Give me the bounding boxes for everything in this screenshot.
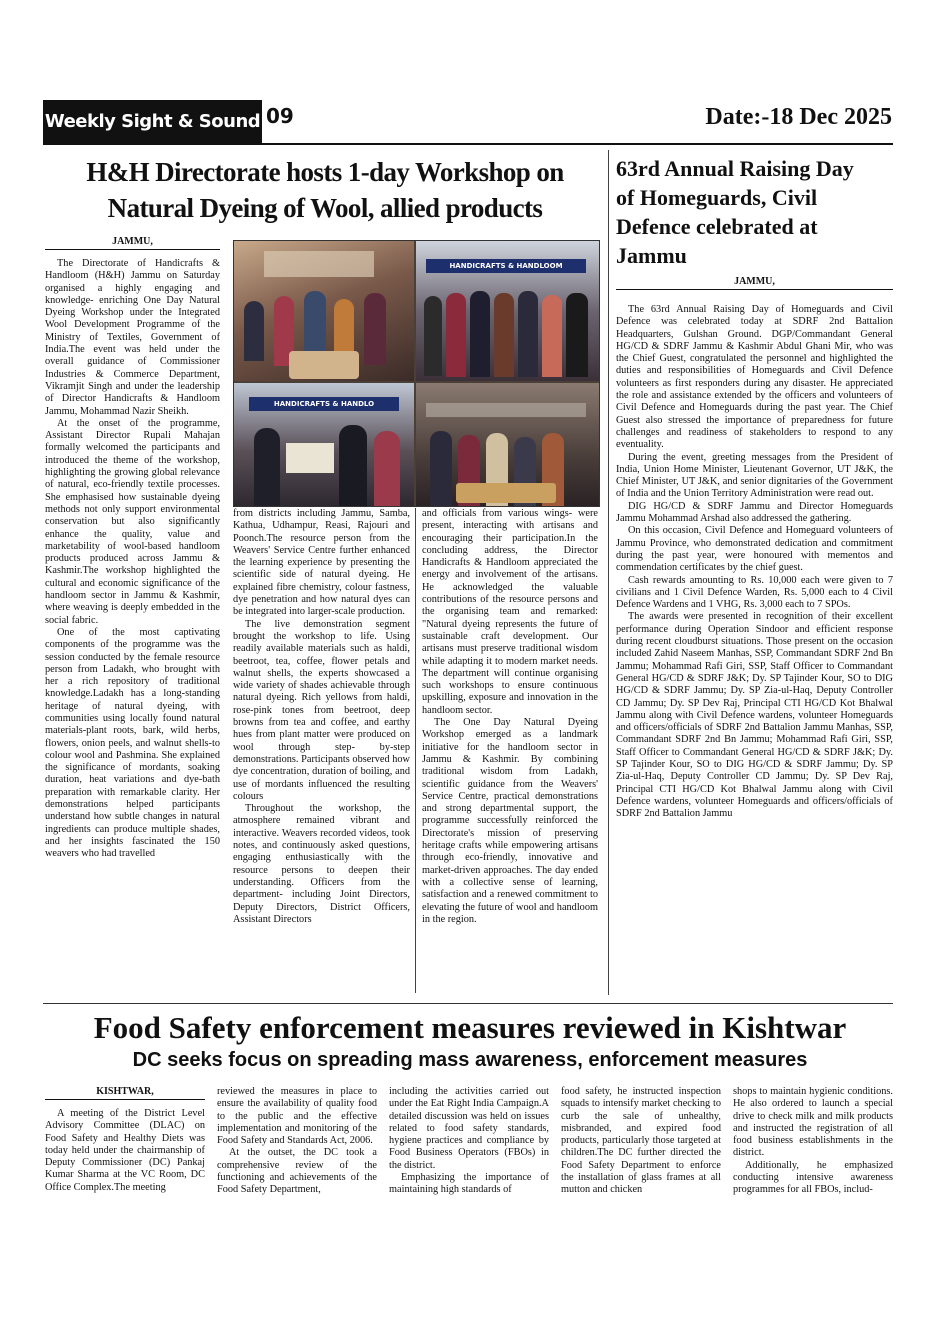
story1-dateline: JAMMU, — [45, 236, 220, 250]
story3-col2-para1: reviewed the measures in place to ensure the availability of quality food to the public and the effective implementation and monitoring of the Food Safety and Standards Act, 2006. — [217, 1086, 377, 1147]
photo-certificate — [234, 383, 414, 506]
story2-para6: The awards were presented in recognition of their excellent performance during Operation Sindoor and efficient response during recent cloudburst situations. Those present on the occasion included Zahid Naseem Manhas, SSP, Commandant SDRF 2nd Bn Jammu; Mohammad Rafi Giri, SSP, Staff Officer to Commandant General HG/CD & SDRF J&K; Dy. SP Tajinder Kour, SO to DIG HG/CD & SDRF Jammu; Dy. SP Zia-ul-Haq, Deputy Controller CD Jammu; Dy. SP Dev Raj, Principal CTI HG/CD Kot Bhalwal Jammu along with Civil Defence wardens, volunteer Homeguards and officers/officials of SDRF 2nd Battalion Jammu Manhas, SSP, Commandant SDRF 2nd Bn Jammu; Mohammad Rafi Giri, SSP, Staff Officer to Commandant General HG/CD & SDRF J&K; Dy. SP Tajinder Kour, SO to DIG HG/CD & SDRF Jammu; Dy. SP Zia-ul-Haq, Deputy Controller CD Jammu; Dy. SP Dev Raj, Principal CTI HG/CD Kot Bhalwal Jammu along with Civil Defence wardens, volunteer Homeguards and officers/officials of SDRF 2nd Battalion Jammu — [616, 611, 893, 820]
story1-col1-para3: One of the most captivating components of the programme was the session conducted by the female resource person from Ladakh, who brought with her a rich repository of traditional knowledge.Ladakh has a long-standing heritage of natural dyeing, with communities using locally found natural materials-plant roots, bark, wild herbs, flowers, onion peels, and walnut shells-to colour wool and Pashmina. She explained the significance of mordants, soaking duration, heat variations and dye-bath preparation with remarkable clarity. Her demonstrations helped participants understand how subtle changes in natural ingredients can produce multiple shades, and her insights fascinated the 150 weavers who had travelled — [45, 626, 220, 860]
photo-participants — [234, 241, 414, 381]
story2-para2: During the event, greeting messages from the President of India, Union Home Minister, Lieutenant Governor, UT J&K, the Chief Minister, UT J&K, and senior dignitaries of the Government of India and the Union Territory Administration were read out. — [616, 451, 893, 500]
photo-banner-bottom: HANDICRAFTS & HANDLO — [249, 397, 399, 411]
story3-column-5 — [733, 1086, 893, 1218]
story3-column-1 — [45, 1108, 205, 1218]
story1-headline-line1: H&H Directorate hosts 1-day Workshop on — [86, 157, 564, 187]
story3-col3-para1: including the activities carried out under the Eat Right India Campaign.A detailed discussion was held on issues related to food safety standards, hygiene practices and compliance by Food Business Operators (FBOs) in the district. — [389, 1086, 549, 1171]
photo-demonstration — [416, 383, 599, 506]
story2-column — [616, 304, 893, 994]
story3-col2-para2: At the outset, the DC took a comprehensive review of the functioning and achievements of the Food Safety Department, — [217, 1147, 377, 1196]
story2-headline-line4: Jammu — [616, 243, 687, 268]
story1-col1-para2: At the onset of the programme, Assistant Director Rupali Mahajan formally welcomed the participants and introduced the theme of the workshop, highlighting the growing global relevance of natural, eco-friendly textile processes. She emphasised how sustainable dyeing methods not only support environmental conservation but also significantly enhance the quality, value and marketability of wool-based handloom products produced across Jammu & Kashmir.The workshop highlighted the cultural and economic significance of the handloom sector in Jammu & Kashmir, where weaving is deeply embedded in the social fabric. — [45, 417, 220, 626]
story1-col2-para2: The live demonstration segment brought the workshop to life. Using readily available materials such as haldi, beetroot, tea, coffee, flower petals and walnut shells, the experts showcased a wide variety of shades achievable through natural dyeing. Rich yellows from haldi, rose-pink tones from beetroot, deep browns from tea and coffee, and earthy hues from plant matter were produced on wool through step- by-step demonstrations. Participants observed how dye concentration, duration of boiling, and use of mordants influenced the resulting colours — [233, 618, 410, 802]
story3-dateline-wrap — [45, 1086, 205, 1100]
story1-dateline-wrap — [45, 236, 220, 250]
story3-dateline: KISHTWAR, — [45, 1086, 205, 1100]
story3-column-4 — [561, 1086, 721, 1218]
story1-headline — [45, 154, 605, 226]
header-rule — [43, 143, 893, 145]
story2-para3: DIG HG/CD & SDRF Jammu and Director Homeguards Jammu Mohammad Arshad also addressed the gathering. — [616, 500, 893, 525]
story2-headline-line1: 63rd Annual Raising Day — [616, 156, 854, 181]
story1-column-2 — [233, 508, 410, 993]
workshop-photo-collage — [233, 240, 600, 507]
story3-col3-para2: Emphasizing the importance of maintaining high standards of — [389, 1172, 549, 1196]
story1-col3-para2: The One Day Natural Dyeing Workshop emerged as a landmark initiative for the handloom sector in Jammu & Kashmir. By combining traditional wisdom from Ladakh, scientific guidance from the Weavers' Service Centre, practical demonstrations and strong departmental support, the programme successfully reinforced the Directorate's mission of preserving heritage crafts while empowering artisans through eco-friendly, innovative and market-driven approaches. The day ended with a collective sense of learning, satisfaction and a renewed commitment to elevating the future of wool and handloom in the region. — [422, 717, 598, 925]
story3-column-2 — [217, 1086, 377, 1218]
story2-headline-line3: Defence celebrated at — [616, 214, 818, 239]
story2-headline — [616, 154, 896, 270]
photo-banner-top: HANDICRAFTS & HANDLOOM — [426, 259, 586, 273]
story2-headline-line2: of Homeguards, Civil — [616, 185, 818, 210]
section-rule — [43, 1003, 893, 1004]
story1-col2-para3: Throughout the workshop, the atmosphere remained vibrant and interactive. Weavers recorded videos, took notes, and continuously asked questions, engaging enthusiastically with the resource persons to deepen their understanding. Officers from the department- including Joint Directors, Deputy Directors, District Officers, Assistant Directors — [233, 803, 410, 925]
story3-col5-para2: Additionally, he emphasized conducting intensive awareness programmes for all FBOs, includ- — [733, 1159, 893, 1196]
story2-para5: Cash rewards amounting to Rs. 10,000 each were given to 7 civilians and 1 Civil Defence Warden, Rs. 5,000 each to 4 Civil Defence Wardens and 1 VHG, Rs. 3,000 each to 7 SPOs. — [616, 574, 893, 611]
column-divider — [415, 508, 416, 993]
story2-para1: The 63rd Annual Raising Day of Homeguards and Civil Defence was celebrated today at SDRF 2nd Battalion Headquarters, Gulshan Ground. DGP/Commandant General HG/CD & SDRF Jammu & Kashmir Abdul Ghani Mir, who was the Chief Guest, congratulated the personnel and highlighted the duties and responsibilities of Homeguards and Civil Defence volunteers as first responders during any disaster. He appreciated the role and assistance extended by the officers and volunteers of Civil Defence and Homeguards during the past year. The Chief Guest also stressed the importance of preparedness for future challenges and readiness of stakeholders to respond to any eventuality. — [616, 304, 893, 451]
story1-headline-line2: Natural Dyeing of Wool, allied products — [107, 193, 543, 223]
photo-officials-group — [416, 241, 599, 381]
story2-dateline: JAMMU, — [616, 276, 893, 290]
story3-col5-para1: shops to maintain hygienic conditions. He also ordered to launch a special drive to check milk and milk products and instructed the registration of all food business establishments in the district. — [733, 1086, 893, 1159]
story3-subheadline: DC seeks focus on spreading mass awareness, enforcement measures — [132, 1049, 808, 1071]
story1-column-3 — [422, 508, 598, 993]
issue-date: Date:-18 Dec 2025 — [705, 104, 892, 130]
story1-col2-para1: from districts including Jammu, Samba, Kathua, Udhampur, Reasi, Rajouri and Poonch.The resource person from the Weavers' Service Centre further enhanced the learning experience by presenting the scientific side of natural dyeing. He explained fibre chemistry, colour fastness, dye penetration and how natural dyes can be integrated into larger-scale production. — [233, 508, 410, 618]
story3-column-3 — [389, 1086, 549, 1218]
story2-dateline-wrap — [616, 276, 893, 290]
story1-column-1 — [45, 258, 220, 990]
page-number: 09 — [266, 104, 294, 128]
story1-col1-para1: The Directorate of Handicrafts & Handloom (H&H) Jammu on Saturday organised a highly engaging and knowledge- enriching One Day Natural Dyeing Workshop under the Integrated Wool Development Programme of the Ministry of Textiles, Government of India.The event was held under the overall guidance of Commissioner Industries & Commerce Department, Vikramjit Singh and under the leadership of Director Handicrafts & Handloom Jammu, Mohammad Nazir Sheikh. — [45, 258, 220, 417]
story3-headline: Food Safety enforcement measures reviewed in Kishtwar — [93, 1010, 847, 1045]
masthead: Weekly Sight & Sound — [43, 100, 262, 143]
story2-para4: On this occasion, Civil Defence and Homeguard volunteers of Jammu Province, who demonstrated dedication and commitment during the past year, were honoured with mementos and commendation certificates by the chief guest. — [616, 525, 893, 574]
story3-col4-para: food safety, he instructed inspection squads to intensify market checking to curb the sale of unhealthy, misbranded, and expired food products, particularly those targeted at children.The DC further directed the Food Safety Department to enforce the installation of glass frames at all mutton and chicken — [561, 1086, 721, 1196]
story3-col1-para: A meeting of the District Level Advisory Committee (DLAC) on Food Safety and Healthy Diets was today held under the chairmanship of Deputy Commissioner (DC) Pankaj Kumar Sharma at the VC Room, DC Office Complex.The meeting — [45, 1108, 205, 1193]
story-divider — [608, 150, 609, 995]
story1-col3-para1: and officials from various wings- were present, interacting with artisans and encouraging their participation.In the concluding address, the Director Handicrafts & Handloom appreciated the energy and involvement of the artisans. He acknowledged the valuable contributions of the resource persons and the organising team and remarked: "Natural dyeing represents the future of sustainable craft development. Our artisans must preserve traditional wisdom while adapting it to modern market needs. The department will continue organising such workshops to ensure continuous upskilling, exposure and innovation in the handloom sector. — [422, 508, 598, 716]
